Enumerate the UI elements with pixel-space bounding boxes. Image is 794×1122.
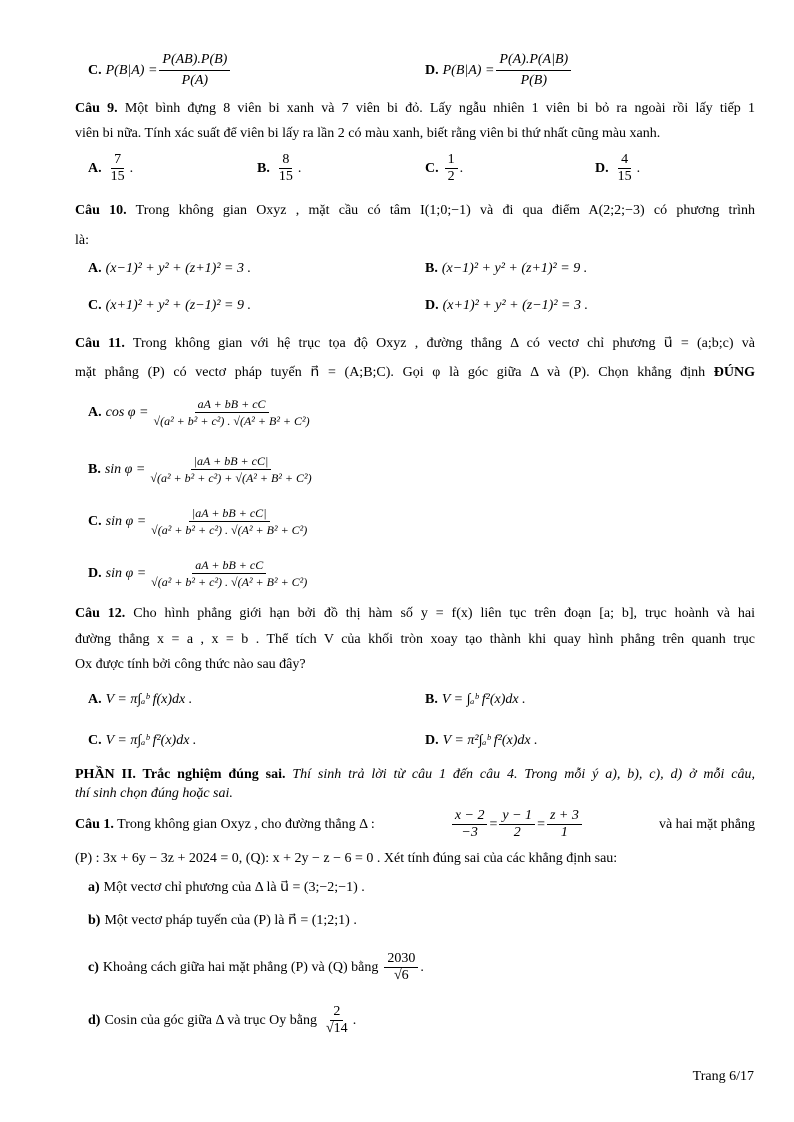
q8-option-d: D. P(B|A) = $\frac{P(A).P(A|B)}{P(B)}$ — [425, 50, 573, 91]
part2-heading: PHẦN II. Trắc nghiệm đúng sai. Thí sinh trả lời từ câu 1 đến câu 4. Trong mỗi ý a), b), c), d) ở mỗi câu, — [75, 767, 756, 782]
q12-option-c: C. V = π∫ₐᵇ f²(x)dx . — [88, 733, 197, 748]
q10-option-b: B. (x−1)² + y² + (z+1)² = 9 . — [425, 261, 588, 276]
p2q1-item-b: b) Một vectơ pháp tuyến của (P) là n⃗ = (1;2;1) . — [88, 913, 357, 928]
q12-option-b: B. V = ∫ₐᵇ f²(x)dx . — [425, 692, 526, 707]
q12-line-3: Ox được tính bởi công thức nào sau đây? — [75, 657, 306, 672]
q12-option-d: D. V = π²∫ₐᵇ f²(x)dx . — [425, 733, 538, 748]
p2q1-item-c: c) Khoảng cách giữa hai mặt phẳng (P) và (Q) bằng $\frac{2030}{√6}$ . — [88, 951, 424, 983]
p2q1-line-2: (P) : 3x + 6y − 3z + 2024 = 0, (Q): x + 2y − z − 6 = 0 . Xét tính đúng sai của các khẳng định sau: — [75, 851, 618, 866]
q11-option-c: C. sin φ = $\frac{|aA + bB + cC|}{\text{√(a² + b² + c²) . √(A² + B² + C²)}}$ — [88, 506, 308, 537]
q11-line-2: mặt phẳng (P) có vectơ pháp tuyến n⃗ = (A;B;C). Gọi φ là góc giữa Δ và (P). Chọn khẳng định ĐÚNG — [75, 365, 756, 380]
p2q1-item-d: d) Cosin của góc giữa Δ và trục Oy bằng $\frac{2}{√14}$ . — [88, 1004, 357, 1036]
q10-line-1: Câu 10. Trong không gian Oxyz , mặt cầu có tâm I(1;0;−1) và đi qua điểm A(2;2;−3) có phương trình — [75, 203, 755, 218]
p2q1-item-a: a) Một vectơ chỉ phương của Δ là u⃗ = (3;−2;−1) . — [88, 880, 365, 895]
q11-line-1: Câu 11. Trong không gian với hệ trục tọa độ Oxyz , đường thẳng Δ có vectơ chỉ phương u⃗ = (a;b;c) và — [75, 336, 755, 351]
q9-line-1: Câu 9. Một bình đựng 8 viên bi xanh và 7 viên bi đỏ. Lấy ngẫu nhiên 1 viên bi bỏ ra ngoài rồi lấy tiếp 1 — [75, 101, 756, 116]
q10-option-c: C. (x+1)² + y² + (z−1)² = 9 . — [88, 298, 251, 313]
q11-option-a: A. cos φ = $\frac{aA + bB + cC}{\text{√(a² + b² + c²) . √(A² + B² + C²)}}$ — [88, 397, 310, 428]
q9-option-a: A. $\frac{7}{15}$ . — [88, 152, 134, 184]
q9-line-2: viên bi nữa. Tính xác suất để viên bi lấy ra lần 2 có màu xanh, biết rằng viên bi thứ nhất cũng màu xanh. — [75, 126, 661, 141]
q11-option-b: B. sin φ = $\frac{|aA + bB + cC|}{\text{√(a² + b² + c²) + √(A² + B² + C²)}}$ — [88, 454, 312, 485]
q9-option-c: C. $\frac{1}{2}$ . — [425, 152, 464, 184]
q9-option-b: B. $\frac{8}{15}$ . — [257, 152, 302, 184]
part2-instruction: thí sinh chọn đúng hoặc sai. — [75, 786, 233, 801]
p2q1-line-1: Câu 1. Trong không gian Oxyz , cho đường thẳng Δ : $\frac{x - 2}{-3}$ = $\frac{y - 1}{2}$ = $\frac{z + 3}{1}$ và hai mặt phẳng — [75, 808, 755, 840]
q11-option-d: D. sin φ = $\frac{aA + bB + cC}{\text{√(a² + b² + c²) . √(A² + B² + C²)}}$ — [88, 558, 308, 589]
q12-option-a: A. V = π∫ₐᵇ f(x)dx . — [88, 692, 193, 707]
q10-option-d: D. (x+1)² + y² + (z−1)² = 3 . — [425, 298, 588, 313]
q10-option-a: A. (x−1)² + y² + (z+1)² = 3 . — [88, 261, 251, 276]
q8-option-c: C. P(B|A) = $\frac{P(AB).P(B)}{P(A)}$ — [88, 50, 232, 91]
q12-line-1: Câu 12. Cho hình phẳng giới hạn bởi đồ thị hàm số y = f(x) liên tục trên đoạn [a; b], trục hoành và hai — [75, 606, 755, 621]
q10-line-2: là: — [75, 233, 89, 248]
q12-line-2: đường thẳng x = a , x = b . Thể tích V của khối tròn xoay tạo thành khi quay hình phẳng trên quanh trục — [75, 632, 755, 647]
page-number: Trang 6/17 — [692, 1069, 754, 1084]
q9-option-d: D. $\frac{4}{15}$ . — [595, 152, 641, 184]
